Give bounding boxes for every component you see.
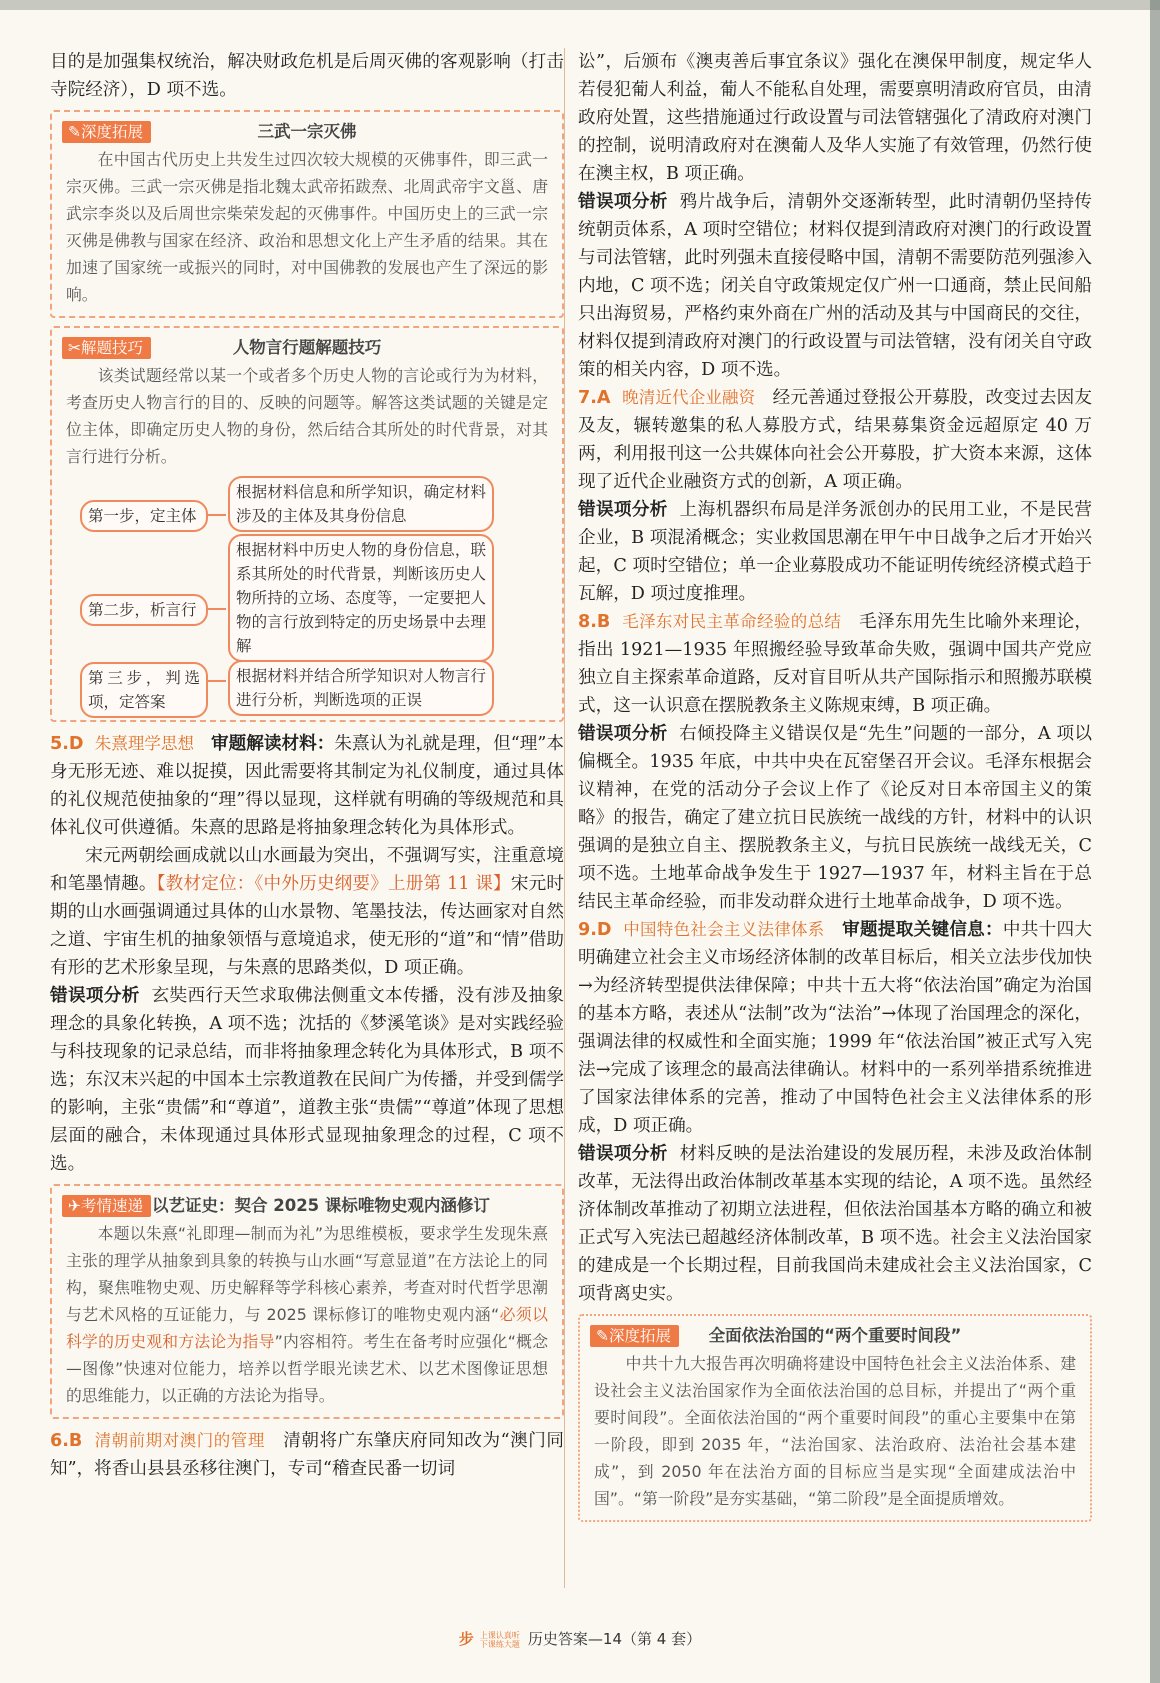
step-3-desc: 根据材料并结合所学知识对人物言行进行分析，判断选项的正误 [228, 660, 494, 716]
exam-trend-text: 本题以朱熹“礼即理—制而为礼”为思维模板，要求学生发现朱熹主张的理学从抽象到具象的转换与山水画“写意显道”在方法论上的同构，聚焦唯物史观、历史解释等学科核心素养，考查对时代哲学思潮与艺术风格的互证能力，与 2025 课标修订的唯物史观内涵“必须以科学的历史观和方法论为指导”内容相符。考生在备考时应强化“概念—图像”快速对位能力，培养以哲学眼光读艺术、以艺术图像证思想的思维能力，以正确的方法论为指导。 [66, 1224, 548, 1405]
wrong-option-label: 错误项分析 [578, 1144, 668, 1164]
step-2-desc: 根据材料中历史人物的身份信息，联系其所处的时代背景，判断该历史人物所持的立场、态度等，一定要把人物的言行放到特定的历史场景中去理解 [228, 534, 494, 662]
wrong-option-label: 错误项分析 [578, 500, 668, 520]
question-5-analysis [50, 730, 564, 842]
solving-tips-text: 该类试题经常以某一个或者多个历史人物的言论或行为为材料，考查历史人物言行的目的、反映的问题等。解答这类试题的关键是定位主体，即确定历史人物的身份，然后结合其所处的时代背景，对其言行进行分析。 [66, 366, 548, 466]
step-3-label: 第三步，判选项，定答案 [80, 662, 208, 718]
column-divider [564, 48, 565, 1588]
scan-right-edge [1150, 0, 1160, 1683]
question-9-wrong-options: 错误项分析 材料反映的是法治建设的发展历程，未涉及政治体制改革，无法得出政治体制改革基本实现的结论，A 项不选。虽然经济体制改革推动了初期立法进程，但依法治国基本方略的确立和被正式写入宪法已超越经济体制改革，B 项不选。社会主义法治国家的建成是一个长期过程，目前我国尚未建成社会主义法治国家，C 项背离史实。 [578, 1144, 1092, 1304]
deep-expansion-title: 三武一宗灭佛 [257, 122, 357, 141]
reading-lead: 审题提取关键信息： [842, 920, 1003, 940]
step-1-desc: 根据材料信息和所学知识，确定材料涉及的主体及其身份信息 [228, 476, 494, 532]
solving-tips-box [50, 326, 564, 722]
question-7-wrong-options: 错误项分析 上海机器织布局是洋务派创办的民用工业，不是民营企业，B 项混淆概念；实业救国思潮在甲午中日战争之后才开始兴起，C 项时空错位；单一企业募股成功不能证明传统经济模式趋于瓦解，D 项过度推理。 [578, 500, 1092, 604]
exam-trend-box [50, 1184, 564, 1419]
question-topic: 毛泽东对民主革命经验的总结 [622, 612, 842, 631]
reading-lead: 审题解读材料： [210, 734, 335, 754]
exam-trend-badge: ✈考情速递 [62, 1195, 151, 1217]
step-1-label: 第一步，定主体 [80, 500, 208, 532]
exam-trend-title: 以艺证史：契合 2025 课标唯物史观内涵修订 [152, 1196, 490, 1215]
pencil-icon: ✎ [68, 123, 81, 141]
deep-expansion-badge: ✎深度拓展 [590, 1325, 679, 1347]
connector-line [206, 514, 226, 516]
step-2-label: 第二步，析言行 [80, 594, 208, 626]
question-number: 7.A [578, 388, 611, 408]
wrong-option-label: 错误项分析 [50, 986, 140, 1006]
page-number: 历史答案—14（第 4 套） [527, 1630, 702, 1648]
question-8-wrong-options: 错误项分析 右倾投降主义错误仅是“先生”问题的一部分，A 项以偏概全。1935 年底，中共中央在瓦窑堡召开会议。毛泽东根据会议精神，在党的活动分子会议上作了《论反对日本帝国主义的策略》的报告，确定了建立抗日民族统一战线的方针，材料中的认识强调的是独立自主、摆脱教条主义，与抗日民族统一战线无关，C 项不选。土地革命战争发生于 1927—1937 年，材料主旨在于总结民主革命经验，而非发动群众进行土地革命战争，D 项不选。 [578, 724, 1092, 912]
analysis-text: 朱熹认为礼就是理，但“理”本身无形无迹、难以捉摸，因此需要将其制定为礼仪制度，通过具体的礼仪规范使抽象的“理”得以显现，这样就有明确的等级规范和具体礼仪可供遵循。朱熹的思路是将抽象理念转化为具体形式。 [50, 734, 564, 838]
deep-expansion-title: 全面依法治国的“两个重要时间段” [708, 1326, 962, 1345]
brand-slogan: 上课认真听 下课练大题 [479, 1630, 520, 1649]
deep-expansion-badge: ✎深度拓展 [62, 121, 151, 143]
question-6-analysis: 6.B 清朝前期对澳门的管理 清朝将广东肇庆府同知改为“澳门同知”，将香山县县丞移往澳门，专司“稽查民番一切词 [50, 1431, 565, 1479]
question-topic: 中国特色社会主义法律体系 [623, 920, 825, 939]
pencil-icon: ✎ [596, 1327, 609, 1345]
question-topic: 清朝前期对澳门的管理 [94, 1431, 265, 1450]
question-number: 6.B [50, 1431, 83, 1451]
connector-line [206, 680, 226, 682]
question-5-paragraph-2: 宋元两朝绘画成就以山水画最为突出，不强调写实，注重意境和笔墨情趣。【教材定位：《中外历史纲要》上册第 11 课】宋元时期的山水画强调通过具体的山水景物、笔墨技法，传达画家对自然之道、宇宙生机的抽象领悟与意境追求，使无形的“道”和“情”借助有形的艺术形象呈现，与朱熹的思路类似，D 项正确。 [50, 846, 564, 978]
deep-expansion-box-2 [578, 1314, 1092, 1522]
deep-expansion-box [50, 110, 564, 318]
question-number: 8.B [578, 612, 611, 632]
solving-tips-title: 人物言行题解题技巧 [232, 338, 382, 357]
wrong-option-label: 错误项分析 [578, 724, 668, 744]
scan-top-edge [0, 0, 1160, 10]
solving-tips-badge: ✂解题技巧 [62, 337, 151, 359]
connector-line [206, 608, 226, 610]
tool-icon: ✂ [68, 339, 81, 357]
question-topic: 朱熹理学思想 [94, 734, 195, 753]
page-footer [0, 1628, 1160, 1649]
paper-plane-icon: ✈ [68, 1197, 81, 1215]
brand-logo: 步 [458, 1630, 474, 1648]
textbook-reference: 【教材定位：《中外历史纲要》上册第 11 课】 [156, 874, 511, 894]
question-8-analysis: 8.B 毛泽东对民主革命经验的总结 毛泽东用先生比喻外来理论，指出 1921—1935 年照搬经验导致革命失败，强调中国共产党应独立自主探索革命道路，反对盲目听从共产国际指示和照搬苏联模式，这一认识意在摆脱教条主义陈规束缚，B 项正确。 [578, 612, 1092, 716]
left-column [50, 48, 564, 1483]
question-number: 5.D [50, 734, 84, 754]
question-7-analysis: 7.A 晚清近代企业融资 经元善通过登报公开募股，改变过去因友及友，辗转邀集的私人募股方式，结果募集资金远超原定 40 万两，利用报刊这一公共媒体向社会公开募股，扩大资本来源，这体现了近代企业融资方式的创新，A 项正确。 [578, 388, 1093, 492]
question-6-wrong-options: 错误项分析 鸦片战争后，清朝外交逐渐转型，此时清朝仍坚持传统朝贡体系，A 项时空错位；材料仅提到清政府对澳门的行政设置与司法管辖，此时列强未直接侵略中国，清朝不需要防范列强渗入内地，C 项不选；闭关自守政策规定仅广州一口通商，禁止民间船只出海贸易，严格约束外商在广州的活动及其与中国商民的交往，材料仅提到清政府对澳门的行政设置与司法管辖，没有闭关自守政策的相关内容，D 项不选。 [578, 192, 1092, 380]
deep-expansion-text: 在中国古代历史上共发生过四次较大规模的灭佛事件，即三武一宗灭佛。三武一宗灭佛是指北魏太武帝拓跋焘、北周武帝宇文邕、唐武宗李炎以及后周世宗柴荣发起的灭佛事件。中国历史上的三武一宗灭佛是佛教与国家在经济、政治和思想文化上产生矛盾的结果。其在加速了国家统一或振兴的同时，对中国佛教的发展也产生了深远的影响。 [66, 150, 548, 304]
question-9-analysis: 9.D 中国特色社会主义法律体系 审题提取关键信息：中共十四大明确建立社会主义市场经济体制的改革目标后，相关立法步伐加快→为经济转型提供法律保障；中共十五大将“依法治国”确定为治国的基本方略，表述从“法制”改为“法治”→体现了治国理念的深化，强调法律的权威性和全面实施；1999 年“依法治国”被正式写入宪法→完成了该理念的最高法律确认。材料中的一系列举措系统推进了国家法律体系的完善，推动了中国特色社会主义法律体系的形成，D 项正确。 [578, 920, 1092, 1136]
steps-diagram [66, 474, 548, 712]
question-number: 9.D [578, 920, 612, 940]
intro-paragraph: 目的是加强集权统治，解决财政危机是后周灭佛的客观影响（打击寺院经济），D 项不选。 [50, 52, 564, 100]
question-6-continued: 讼”，后颁布《澳夷善后事宜条议》强化在澳保甲制度，规定华人若侵犯葡人利益，葡人不能私自处理，需要禀明清政府官员，由清政府处置，这些措施通过行政设置与司法管辖强化了清政府对澳门的控制，说明清政府对在澳葡人及华人实施了有效管理，仍然行使在澳主权，B 项正确。 [578, 52, 1092, 184]
wrong-option-label: 错误项分析 [578, 192, 668, 212]
right-column [578, 48, 1092, 1530]
question-topic: 晚清近代企业融资 [622, 388, 756, 407]
deep-expansion-text: 中共十九大报告再次明确将建设中国特色社会主义法治体系、建设社会主义法治国家作为全面依法治国的总目标，并提出了“两个重要时间段”。全面依法治国的“两个重要时间段”的重心主要集中在第一阶段，即到 2035 年，“法治国家、法治政府、法治社会基本建成”，到 2050 年在法治方面的目标应当是实现“全面建成法治中国”。“第一阶段”是夯实基础，“第二阶段”是全面提质增效。 [594, 1354, 1076, 1508]
question-5-wrong-options: 错误项分析 玄奘西行天竺求取佛法侧重文本传播，没有涉及抽象理念的具象化转换，A 项不选；沈括的《梦溪笔谈》是对实践经验与科技现象的记录总结，而非将抽象理念转化为具体形式，B 项不选；东汉末兴起的中国本土宗教道教在民间广为传播，并受到儒学的影响，主张“贵儒”和“尊道”，道教主张“贵儒”“尊道”体现了思想层面的融合，未体现通过具体形式显现抽象理念的过程，C 项不选。 [50, 986, 564, 1174]
